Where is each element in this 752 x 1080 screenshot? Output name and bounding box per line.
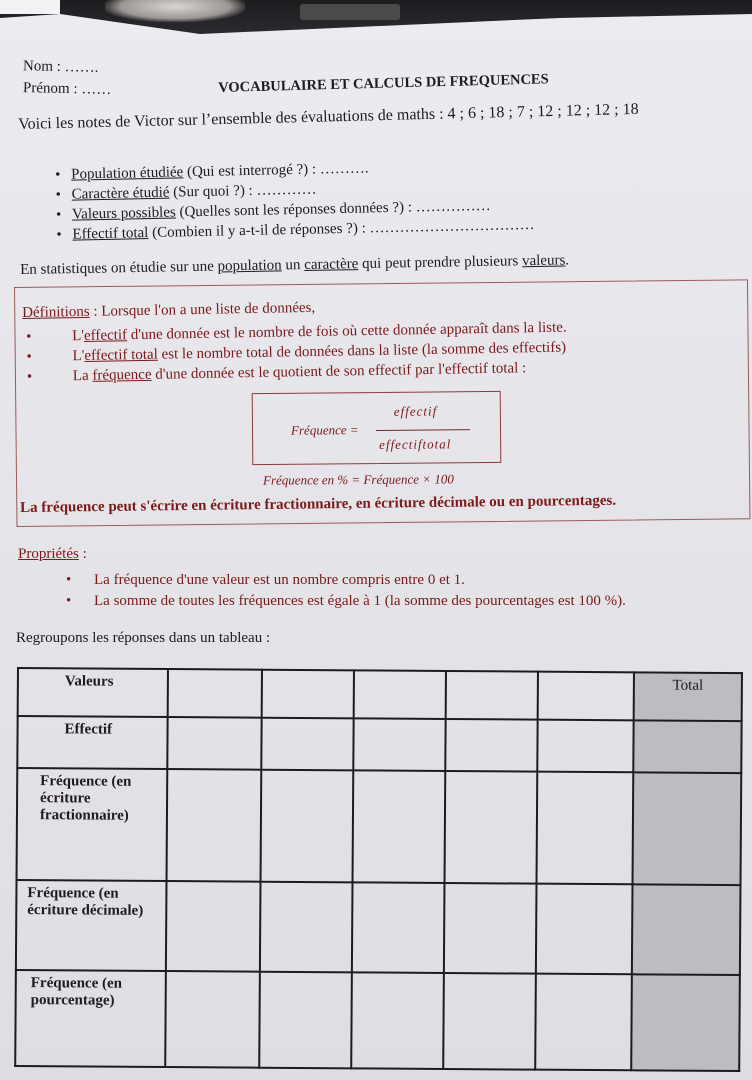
background-object	[300, 4, 400, 20]
nom-field: Nom : …….	[22, 58, 99, 76]
table-cell[interactable]	[261, 718, 353, 771]
proprietes-list	[66, 570, 626, 612]
intro-text: Voici les notes de Victor sur l’ensemble des évaluations de maths : 4 ; 6 ; 18 ; 7 ; 12 ; 12 ; 12 ; 18	[18, 100, 639, 133]
statement-term: valeurs	[521, 252, 566, 270]
definition-text: d'une donnée est le nombre de fois où cette donnée apparaît dans la liste.	[126, 319, 567, 344]
proprietes-title: Propriétés	[18, 546, 79, 562]
background-object	[105, 0, 245, 22]
list-item: • Effectif total (Combien il y a-t-il de réponses ?) : ……………………………	[56, 216, 535, 243]
table-row	[15, 970, 740, 1071]
table-cell[interactable]	[354, 670, 446, 719]
question-term: Valeurs possibles	[71, 204, 176, 223]
list-item: • Valeurs possibles (Quelles sont les réponses données ?) : ……………	[55, 197, 491, 223]
table-cell[interactable]	[537, 720, 633, 773]
table-cell[interactable]	[444, 883, 537, 974]
question-term: Effectif total	[72, 225, 149, 243]
table-cell[interactable]	[165, 971, 260, 1068]
table-cell[interactable]	[445, 719, 537, 772]
definition-text: est le nombre total de données dans la liste (la somme des effectifs)	[157, 339, 567, 363]
fraction-bar	[376, 429, 470, 431]
list-item: • La somme de toutes les fréquences est égale à 1 (la somme des pourcentages est 100 %).	[66, 593, 626, 609]
definitions-list	[26, 318, 568, 387]
formula-box	[252, 391, 502, 465]
formula-numerator: effectif	[393, 403, 438, 419]
table-row	[17, 716, 741, 773]
table-cell[interactable]	[353, 718, 445, 771]
list-item: • La fréquence d'une donnée est le quotient de son effectif par l'effectif total :	[26, 360, 527, 385]
formula-denominator: effectiftotal	[379, 436, 452, 452]
row-header-frequence-pourcentage: Fréquence (en pourcentage)	[15, 970, 166, 1067]
table-cell[interactable]	[351, 972, 444, 1069]
definition-term: effectif	[83, 327, 128, 344]
list-item: • La fréquence d'une valeur est un nombre compris entre 0 et 1.	[66, 572, 465, 588]
table-cell[interactable]	[352, 882, 445, 973]
questions-list	[55, 155, 535, 245]
table-cell[interactable]	[167, 717, 261, 770]
table-cell[interactable]	[166, 881, 261, 972]
table-row	[16, 880, 741, 975]
definitions-note: La fréquence peut s'écrire en écriture fractionnaire, en écriture décimale ou en pourcentages.	[20, 492, 617, 516]
table-cell[interactable]	[260, 882, 353, 973]
question-term: Caractère étudié	[71, 184, 170, 203]
question-text: (Quelles sont les réponses données ?) : ……………	[175, 197, 491, 221]
total-cell[interactable]	[631, 974, 740, 1071]
question-text: (Qui est interrogé ?) : ……….	[183, 160, 369, 181]
definition-pre: L'	[72, 347, 85, 365]
definition-term: fréquence	[92, 366, 152, 384]
proprietes-heading	[18, 546, 87, 563]
list-item: • Caractère étudié (Sur quoi ?) : …………	[55, 181, 317, 203]
total-cell[interactable]	[632, 772, 741, 885]
list-item: • L'effectif total est le nombre total de données dans la liste (la somme des effectifs)	[26, 339, 567, 365]
table-cell[interactable]	[443, 973, 536, 1070]
total-cell[interactable]	[633, 720, 741, 773]
table-cell[interactable]	[262, 670, 354, 719]
total-cell[interactable]	[632, 884, 741, 975]
definitions-title: Définitions	[22, 303, 90, 321]
question-text: (Combien il y a-t-il de réponses ?) : ……………………………	[148, 216, 535, 242]
formula-label: Fréquence =	[290, 422, 359, 438]
list-item: • L'effectif d'une donnée est le nombre de fois où cette donnée apparaît dans la liste.	[26, 319, 567, 345]
total-header: Total	[634, 672, 742, 721]
prenom-field: Prénom : ……	[22, 80, 112, 98]
frequency-table	[14, 667, 743, 1072]
table-cell[interactable]	[538, 672, 634, 721]
list-item: • Population étudiée (Qui est interrogé ?) : ……….	[55, 160, 369, 183]
question-text: (Sur quoi ?) : …………	[169, 181, 317, 201]
statement-part: .	[565, 252, 570, 269]
row-header-effectif: Effectif	[17, 716, 167, 769]
property-text: La somme de toutes les fréquences est égale à 1 (la somme des pourcentages est 100 %).	[94, 593, 626, 609]
definition-term: effectif total	[84, 346, 158, 364]
table-cell[interactable]	[536, 884, 633, 975]
statement-part: un	[281, 257, 305, 274]
table-cell[interactable]	[535, 974, 632, 1071]
photo-background-strip	[0, 0, 60, 14]
definition-text: d'une donnée est le quotient de son effectif par l'effectif total :	[151, 360, 527, 383]
table-intro: Regroupons les réponses dans un tableau :	[16, 630, 271, 646]
table-cell[interactable]	[168, 669, 262, 718]
definitions-intro: : Lorsque l'on a une liste de données,	[89, 299, 316, 320]
table-cell[interactable]	[446, 671, 538, 720]
row-header-frequence-decimale: Fréquence (en écriture décimale)	[16, 880, 167, 971]
statement-term: caractère	[304, 256, 359, 274]
percent-formula: Fréquence en % = Fréquence × 100	[262, 471, 454, 488]
page-title: VOCABULAIRE ET CALCULS DE FREQUENCES	[218, 71, 549, 96]
definition-pre: La	[72, 367, 93, 385]
table-cell[interactable]	[537, 772, 634, 885]
proprietes-colon: :	[78, 546, 87, 562]
table-cell[interactable]	[261, 770, 354, 883]
statement-part: En statistiques on étudie sur une	[20, 258, 218, 278]
row-header-valeurs: Valeurs	[18, 668, 168, 717]
table-row	[18, 668, 742, 721]
table-cell[interactable]	[353, 770, 446, 883]
statement-term: population	[217, 257, 282, 275]
table-cell[interactable]	[167, 769, 262, 882]
table-cell[interactable]	[445, 771, 538, 884]
question-term: Population étudiée	[71, 164, 184, 183]
definition-pre: L'	[72, 327, 85, 345]
statement-part: qui peut prendre plusieurs	[358, 253, 523, 273]
property-text: La fréquence d'une valeur est un nombre compris entre 0 et 1.	[94, 572, 465, 588]
table-cell[interactable]	[259, 972, 352, 1069]
table-row	[17, 768, 742, 885]
row-header-frequence-fraction: Fréquence (en écriture fractionnaire)	[17, 768, 168, 881]
